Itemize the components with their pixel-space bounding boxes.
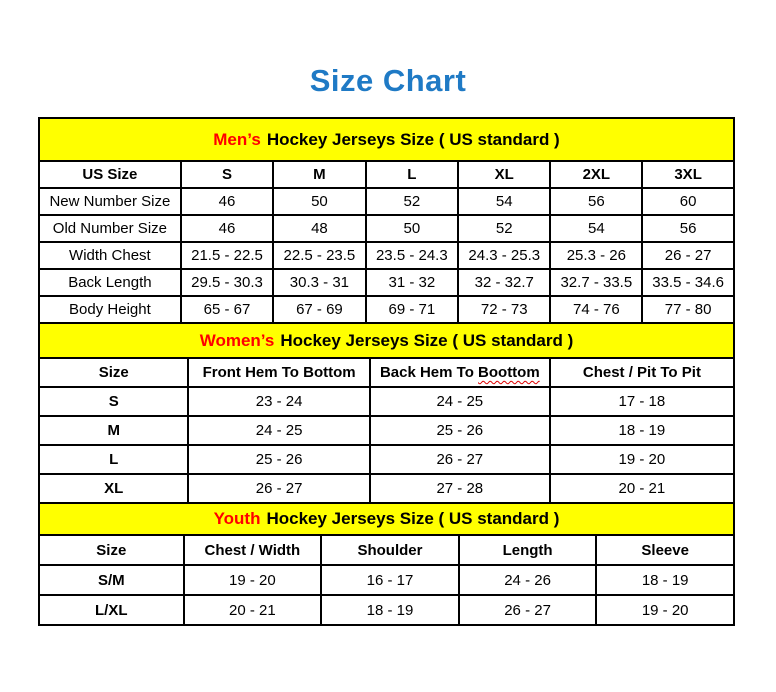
size-value: 60 xyxy=(642,188,734,215)
row-label: XL xyxy=(39,474,188,503)
size-value: 32.7 - 33.5 xyxy=(550,269,642,296)
size-value: 18 - 19 xyxy=(596,565,734,595)
table-row xyxy=(39,296,734,323)
table-row xyxy=(39,188,734,215)
mens-section-heading xyxy=(38,117,735,160)
size-value: 67 - 69 xyxy=(273,296,365,323)
womens-heading-accent: Women’s xyxy=(199,330,275,350)
row-label: Width Chest xyxy=(39,242,181,269)
column-header: L xyxy=(366,161,458,188)
column-header: 2XL xyxy=(550,161,642,188)
column-header: Size xyxy=(39,535,184,565)
size-value: 26 - 27 xyxy=(642,242,734,269)
size-value: 69 - 71 xyxy=(366,296,458,323)
mens-section xyxy=(38,117,735,324)
size-value: 52 xyxy=(366,188,458,215)
size-value: 30.3 - 31 xyxy=(273,269,365,296)
size-value: 56 xyxy=(550,188,642,215)
womens-section xyxy=(38,324,735,504)
size-value: 74 - 76 xyxy=(550,296,642,323)
size-value: 18 - 19 xyxy=(550,416,734,445)
header-row xyxy=(39,358,734,387)
size-value: 48 xyxy=(273,215,365,242)
column-header: M xyxy=(273,161,365,188)
size-value: 26 - 27 xyxy=(459,595,597,625)
table-row xyxy=(39,269,734,296)
youth-section xyxy=(38,504,735,626)
womens-section-heading xyxy=(38,324,735,357)
column-header: Length xyxy=(459,535,597,565)
size-value: 25 - 26 xyxy=(188,445,369,474)
table-row xyxy=(39,474,734,503)
row-label: M xyxy=(39,416,188,445)
womens-size-table xyxy=(38,357,735,504)
size-value: 50 xyxy=(273,188,365,215)
row-label: L/XL xyxy=(39,595,184,625)
row-label: L xyxy=(39,445,188,474)
size-value: 77 - 80 xyxy=(642,296,734,323)
table-row xyxy=(39,565,734,595)
mens-size-table xyxy=(38,160,735,324)
size-value: 46 xyxy=(181,215,273,242)
row-label: New Number Size xyxy=(39,188,181,215)
size-value: 23 - 24 xyxy=(188,387,369,416)
size-value: 72 - 73 xyxy=(458,296,550,323)
size-value: 54 xyxy=(550,215,642,242)
size-value: 54 xyxy=(458,188,550,215)
row-label: Body Height xyxy=(39,296,181,323)
header-row xyxy=(39,535,734,565)
size-value: 25.3 - 26 xyxy=(550,242,642,269)
column-header: Back Hem To Boottom xyxy=(370,358,550,387)
column-header: XL xyxy=(458,161,550,188)
column-header: Shoulder xyxy=(321,535,459,565)
column-header: S xyxy=(181,161,273,188)
youth-size-table xyxy=(38,534,735,626)
table-row xyxy=(39,387,734,416)
size-value: 20 - 21 xyxy=(184,595,322,625)
row-label: Old Number Size xyxy=(39,215,181,242)
column-header: Chest / Width xyxy=(184,535,322,565)
size-value: 24.3 - 25.3 xyxy=(458,242,550,269)
size-value: 21.5 - 22.5 xyxy=(181,242,273,269)
mens-heading-accent: Men’s xyxy=(213,129,261,149)
table-row xyxy=(39,215,734,242)
column-header: Chest / Pit To Pit xyxy=(550,358,734,387)
youth-section-heading xyxy=(38,504,735,534)
size-value: 18 - 19 xyxy=(321,595,459,625)
header-row xyxy=(39,161,734,188)
size-value: 19 - 20 xyxy=(184,565,322,595)
row-label: S xyxy=(39,387,188,416)
size-value: 23.5 - 24.3 xyxy=(366,242,458,269)
youth-heading-text: Hockey Jerseys Size ( US standard ) xyxy=(266,509,560,529)
size-value: 27 - 28 xyxy=(370,474,550,503)
size-value: 26 - 27 xyxy=(188,474,369,503)
size-value: 50 xyxy=(366,215,458,242)
size-value: 24 - 25 xyxy=(188,416,369,445)
womens-heading-text: Hockey Jerseys Size ( US standard ) xyxy=(280,330,574,350)
column-header: US Size xyxy=(39,161,181,188)
column-header: Front Hem To Bottom xyxy=(188,358,369,387)
table-row xyxy=(39,445,734,474)
size-value: 19 - 20 xyxy=(550,445,734,474)
size-value: 22.5 - 23.5 xyxy=(273,242,365,269)
size-value: 32 - 32.7 xyxy=(458,269,550,296)
column-header: 3XL xyxy=(642,161,734,188)
size-chart xyxy=(38,117,735,626)
size-value: 26 - 27 xyxy=(370,445,550,474)
table-row xyxy=(39,595,734,625)
youth-heading-accent: Youth xyxy=(213,509,261,529)
size-value: 17 - 18 xyxy=(550,387,734,416)
page-title: Size Chart xyxy=(309,63,467,98)
row-label: S/M xyxy=(39,565,184,595)
column-header: Size xyxy=(39,358,188,387)
size-value: 65 - 67 xyxy=(181,296,273,323)
size-value: 24 - 25 xyxy=(370,387,550,416)
mens-heading-text: Hockey Jerseys Size ( US standard ) xyxy=(266,129,560,149)
misspelled-word: Boottom xyxy=(478,364,540,382)
size-value: 24 - 26 xyxy=(459,565,597,595)
size-value: 19 - 20 xyxy=(596,595,734,625)
size-value: 56 xyxy=(642,215,734,242)
size-value: 33.5 - 34.6 xyxy=(642,269,734,296)
table-row xyxy=(39,416,734,445)
size-value: 20 - 21 xyxy=(550,474,734,503)
size-value: 16 - 17 xyxy=(321,565,459,595)
size-value: 52 xyxy=(458,215,550,242)
size-value: 46 xyxy=(181,188,273,215)
size-value: 25 - 26 xyxy=(370,416,550,445)
size-value: 31 - 32 xyxy=(366,269,458,296)
row-label: Back Length xyxy=(39,269,181,296)
column-header: Sleeve xyxy=(596,535,734,565)
size-value: 29.5 - 30.3 xyxy=(181,269,273,296)
table-row xyxy=(39,242,734,269)
